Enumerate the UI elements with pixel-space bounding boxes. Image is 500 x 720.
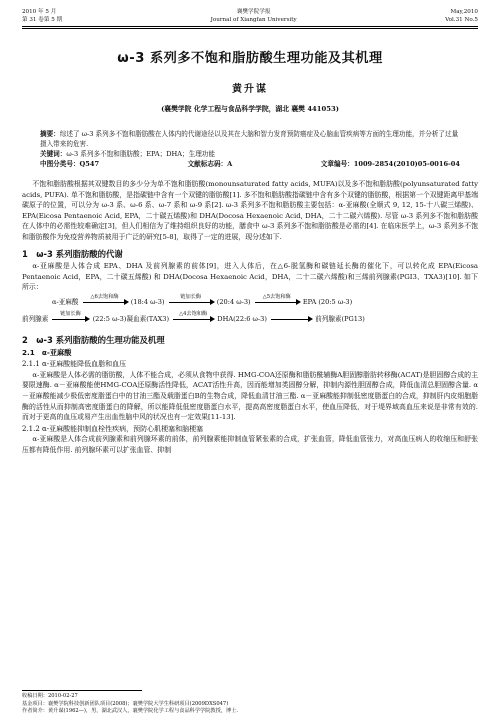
classification-line bbox=[40, 159, 460, 169]
header-rule-thin bbox=[22, 28, 478, 29]
section-1-paragraph: α-亚麻酸是人体合成 EPA、DHA 及前列腺素的前体[9]，进入人体后，在△6-脱氢酶和碳链延长酶的催化下，可以转化成 EPA(Eicosa Pentaenoic Acid，EPA，二十碳五烯酸) 和 DHA(Docosa Hexaenoic Acid，DHA，二十二碳六烯酸)和三烯前列腺素(PGI3、TXA3)[10]. 如下所示： bbox=[22, 262, 478, 292]
paper-body bbox=[22, 179, 478, 455]
footnote-author: 作者简介：黄升谋(1962—)，男，湖北武汉人，襄樊学院化学工程与食品科学学院教授，博士. bbox=[22, 708, 239, 715]
pathway-arrow bbox=[271, 314, 311, 324]
section-2-1-1-paragraph: α-亚麻酸是人体必需的脂肪酸，人体不能合成，必须从食物中获得. HMG-COA还原酶和脂肪酰辅酶A胆固醇脂肪转移酶(ACAT)是胆固醇合成的主要限速酶. α－亚麻酸能使HMG-COA还原酶活性降低，ACAT活性升高，因而能增加类固醇分解，抑制内源性胆固醇合成，降低血清总胆固醇含量. α－亚麻酸能减少极低密度脂蛋白中的甘油三酯及载脂蛋白B的生物合成，降低血清甘油三酯. α－亚麻酸能抑制低密度脂蛋白的合成，抑制肝内皮细胞脂酶的活性从而抑制高密度脂蛋白的降解，所以能降低低密度脂蛋白水平，提高高密度脂蛋白水平，使血压降低，对于堤界域高血压来说是非常有效的. 而对于更高的血压或易产生出血性脑中风的状况也有一定效果[11-13]. bbox=[22, 370, 478, 422]
journal-name-en: Journal of Xiangfan University bbox=[210, 17, 297, 23]
pathway-node-18-4: (18:4 ω-3) bbox=[130, 297, 165, 306]
footnote-received: 收稿日期：2010-02-27 bbox=[22, 693, 78, 699]
footnote-fund: 基金项目：襄樊学院科技创新团队项目(2008)；襄樊学院大学生科研项目(2009DXS047) bbox=[22, 700, 229, 707]
abstract bbox=[40, 129, 460, 149]
keywords bbox=[40, 149, 460, 159]
section-2-heading: 2 ω-3 系列脂肪酸的生理功能及机理 bbox=[22, 334, 165, 345]
pathway-node-epa: EPA (20:5 ω-3) bbox=[302, 297, 353, 306]
paper-title: ω-3 系列多不饱和脂肪酸生理功能及其机理 bbox=[117, 51, 383, 66]
article-id: 文章编号：1009-2854(2010)05-0016-04 bbox=[320, 160, 460, 168]
running-head-left bbox=[22, 8, 62, 24]
issue-date: 2010 年 5 月 bbox=[22, 9, 57, 15]
keywords-label: 关键词： bbox=[40, 150, 67, 158]
header-rule-thick bbox=[22, 26, 478, 27]
volume-issue-en: Vol.31 No.5 bbox=[445, 17, 478, 23]
pathway-arrow bbox=[169, 293, 213, 307]
pathway-arrow bbox=[52, 310, 88, 324]
section-2-1-2-paragraph: α-亚麻酸是人体合成前列腺素和前列腺环素的前体，前列腺素能抑制血管紧张素的合成，扩张血管，降低血管张力，对高血压病人的收缩压和舒张压都有降低作用. 前列腺环素可以扩张血管、抑制 bbox=[22, 435, 478, 454]
enzyme-label: △6去饱和酶 bbox=[90, 293, 119, 300]
pathway-arrow bbox=[255, 293, 299, 307]
enzyme-label: △5去饱和酶 bbox=[262, 293, 291, 300]
abstract-text: 综述了 ω-3 系列多不饱和脂肪酸在人体内的代谢途径以及其在大脑和智力发育预防癌症及心脑血管疾病等方面的生理功能，并分析了过量摄入带来的危害. bbox=[40, 130, 459, 148]
journal-name-cn: 襄樊学院学报 bbox=[236, 9, 271, 15]
pathway-node-22-5: (22:5 ω-3)凝血素(TAX3) bbox=[92, 314, 170, 323]
author-name: 黄升谋 bbox=[232, 84, 268, 95]
pathway-node-pg13: 前列腺素(PG13) bbox=[315, 314, 365, 323]
footnotes bbox=[22, 690, 478, 716]
enzyme-label: △4去饱和酶 bbox=[179, 310, 208, 317]
section-2-1-1-heading: 2.1.1 α-亚麻酸能降低血脂和血压 bbox=[22, 360, 127, 369]
pathway-node-prostaglandin: 前列腺素 bbox=[22, 314, 49, 323]
section-2-1-2-heading: 2.1.2 α-亚麻酸能抑制血栓性疾病，预防心肌梗塞和脑梗塞 bbox=[22, 424, 204, 433]
footnote-rule bbox=[22, 690, 142, 691]
volume-issue: 第 31 卷第 5 期 bbox=[22, 17, 63, 23]
section-1-heading: 1 ω-3 系列脂肪酸的代谢 bbox=[22, 248, 123, 259]
intro-paragraph: 不饱和脂肪酸根据其双键数目的多少分为单不饱和脂肪酸(monounsaturated fatty acids, MUFA)以及多不饱和脂肪酸(polyunsaturated fatty acids, PUFA). 单不饱和脂肪酸，是指碳链中含有一个双键的脂肪酸[1]. 多不饱和脂肪酸指碳链中含有多个双键的脂肪酸，根据第一个双键距离甲基端碳原子的位置，可以分为 ω-3 系、ω-6 系、ω-7 系和 ω-9 系[2]. ω-3 系列多不饱和脂肪酸主要包括：α-亚麻酸(全顺式 9, 12, 15-十八碳三烯酸)、EPA(Eicosa Pentaenoic Acid, EPA，二十碳五烯酸)和 DHA(Docosa Hexaenoic Acid, DHA，二十二碳六烯酸). 尽管 ω-3 系列多不饱和脂肪酸在人体中的必需性较难确定[3]，但人们相信为了维持组织良好的功能，膳食中 ω-3 系列多不饱和脂肪酸是必需的[4]. 在临床医学上，ω-3 系列多不饱和脂肪酸作为免疫营养物质被用于广泛的研究[5-8]，取得了一定的进展，现分述如下. bbox=[22, 180, 478, 241]
running-head-right bbox=[445, 8, 478, 24]
pathway-node-dha: DHA(22:6 ω-3) bbox=[217, 314, 267, 323]
pathway-arrow bbox=[173, 310, 213, 324]
enzyme-label: 链加长酶 bbox=[180, 293, 202, 300]
issue-date-en: May,2010 bbox=[450, 9, 478, 15]
pathway-node-alpha-linolenic: α-亚麻酸 bbox=[52, 297, 79, 306]
pathway-row-2 bbox=[22, 310, 365, 325]
running-head-center bbox=[211, 8, 297, 24]
author-affiliation: (襄樊学院 化学工程与食品科学学院，湖北 襄樊 441053) bbox=[161, 105, 339, 113]
clc-number: 中图分类号：Q547 bbox=[40, 160, 100, 168]
enzyme-label: 链加长酶 bbox=[60, 310, 81, 317]
running-head bbox=[22, 8, 478, 24]
pathway-row-1 bbox=[52, 293, 353, 308]
pathway-arrow bbox=[83, 293, 127, 307]
abstract-label: 摘要： bbox=[40, 130, 60, 138]
metabolic-pathway bbox=[22, 295, 478, 329]
section-2-1-heading: 2.1 α-亚麻酸 bbox=[22, 347, 72, 357]
pathway-node-20-4: (20:4 ω-3) bbox=[216, 297, 251, 306]
keywords-text: ω-3 系列多不饱和脂肪酸；EPA；DHA；生理功能 bbox=[66, 150, 215, 158]
document-code: 文献标志码：A bbox=[187, 160, 233, 168]
